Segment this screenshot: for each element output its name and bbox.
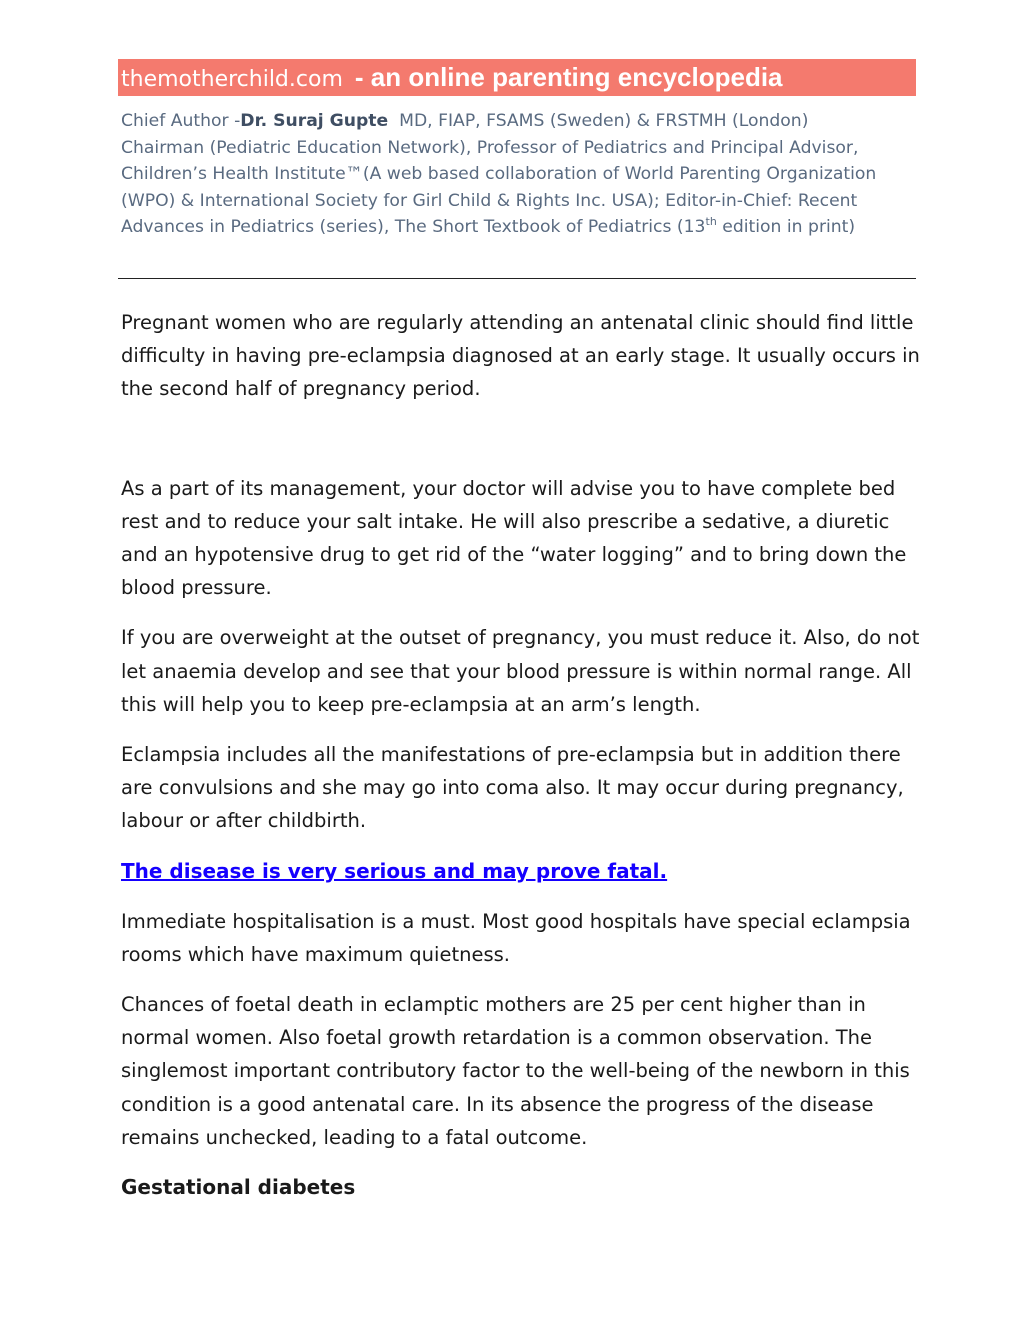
site-name: themotherchild.com xyxy=(121,67,343,92)
author-line-1 xyxy=(121,108,916,135)
paragraph: Immediate hospitalisation is a must. Most good hospitals have special eclampsia rooms which have maximum quietness. xyxy=(121,909,911,966)
author-credentials: MD, FIAP, FSAMS (Sweden) & FRSTMH (London) xyxy=(388,111,809,131)
author-line-3: Children’s Health Institute™(A web based collaboration of World Parenting Organization xyxy=(121,164,877,184)
fatal-warning-link[interactable]: The disease is very serious and may prove fatal. xyxy=(121,858,668,883)
header-divider xyxy=(118,278,916,279)
section-heading: Gestational diabetes xyxy=(121,1175,356,1200)
paragraph: If you are overweight at the outset of pregnancy, you must reduce it. Also, do not let anaemia develop and see that your blood pressure is within normal range. All this will help you to keep pre-eclampsia at an arm’s length. xyxy=(121,626,920,716)
site-header-banner xyxy=(118,59,916,96)
author-line-5: Advances in Pediatrics (series), The Short Textbook of Pediatrics (13th edition in print) xyxy=(121,215,856,237)
author-prefix: Chief Author - xyxy=(121,111,241,131)
paragraph: As a part of its management, your doctor will advise you to have complete bed rest and to reduce your salt intake. He will also prescribe a sedative, a diuretic and an hypotensive drug to get rid of the “water logging” and to bring down the blood pressure. xyxy=(121,476,907,600)
paragraph: Chances of foetal death in eclamptic mothers are 25 per cent higher than in normal women. Also foetal growth retardation is a common observation. The singlemost important contributory factor to the well-being of the newborn in this condition is a good antenatal care. In its absence the progress of the disease remains unchecked, leading to a fatal outcome. xyxy=(121,993,910,1149)
article-body xyxy=(121,306,921,1204)
paragraph: Eclampsia includes all the manifestations of pre-eclampsia but in addition there are convulsions and she may go into coma also. It may occur during pregnancy, labour or after childbirth. xyxy=(121,743,904,833)
author-info xyxy=(121,108,916,241)
paragraph: Pregnant women who are regularly attending an antenatal clinic should find little difficulty in having pre-eclampsia diagnosed at an early stage. It usually occurs in the second half of pregnancy period. xyxy=(121,311,920,401)
superscript: th xyxy=(705,215,717,228)
author-line-4: (WPO) & International Society for Girl Child & Rights Inc. USA); Editor-in-Chief: Recent xyxy=(121,190,858,211)
author-line-2: Chairman (Pediatric Education Network), Professor of Pediatrics and Principal Advisor, xyxy=(121,137,859,158)
author-name: Dr. Suraj Gupte xyxy=(240,111,389,131)
site-tagline: - an online parenting encyclopedia xyxy=(354,62,783,92)
